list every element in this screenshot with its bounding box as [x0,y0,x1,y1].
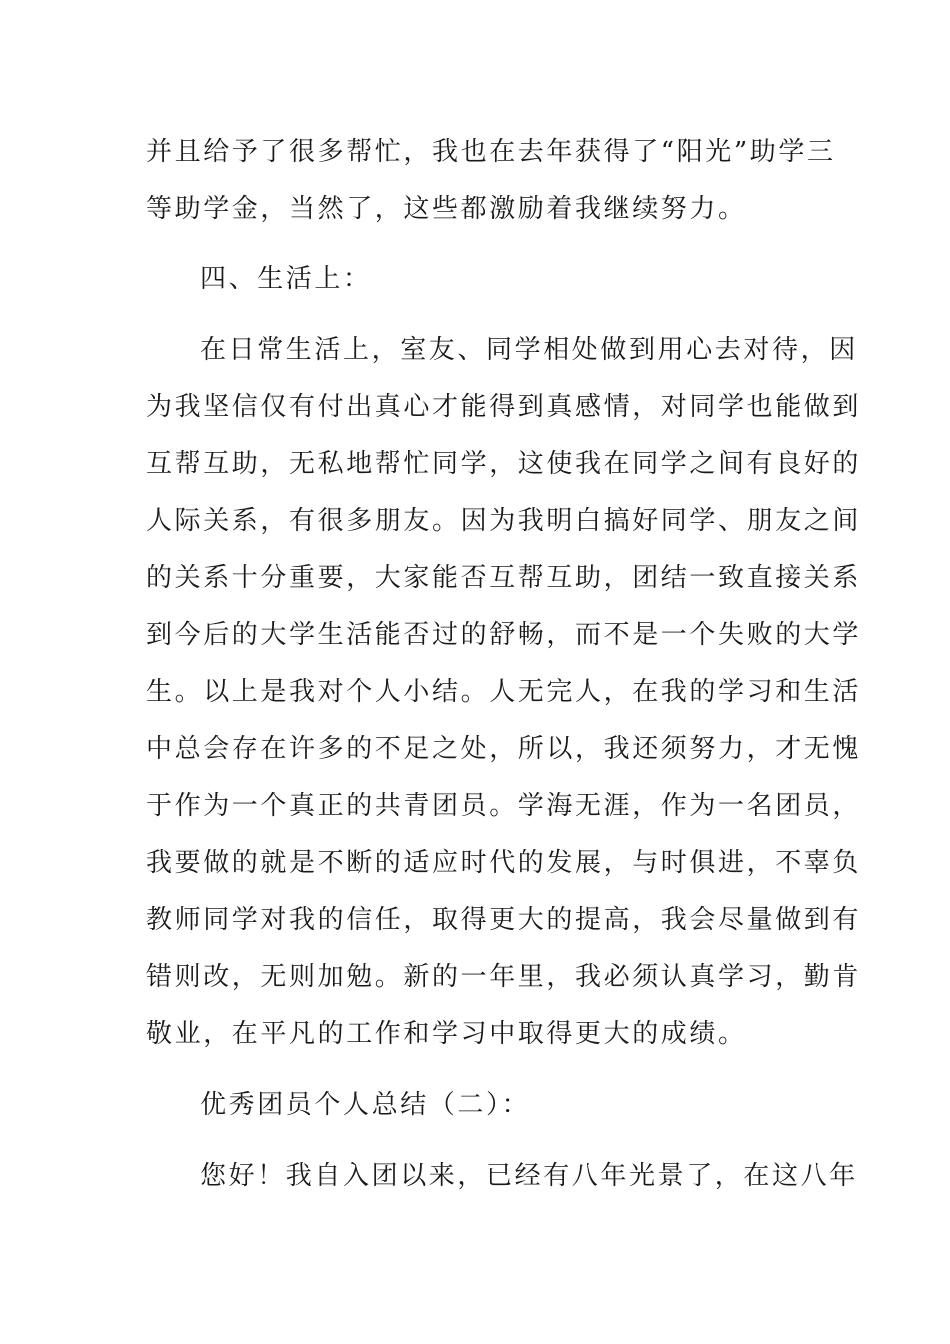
text-line-5: 为我坚信仅有付出真心才能得到真感情，对同学也能做到 [146,392,862,422]
text-line-18: 您好！我自入团以来，已经有八年光景了，在这八年 [200,1161,858,1191]
text-line-15: 错则改，无则加勉。新的一年里，我必须认真学习，勤肯 [146,962,862,992]
text-line-9: 到今后的大学生活能否过的舒畅，而不是一个失败的大学 [146,620,862,650]
text-line-14: 教师同学对我的信任，取得更大的提高，我会尽量做到有 [146,905,862,935]
text-line-11: 中总会存在许多的不足之处，所以，我还须努力，才无愧 [146,734,862,764]
text-line-10: 生。以上是我对个人小结。人无完人，在我的学习和生活 [146,677,862,707]
text-line-6: 互帮互助，无私地帮忙同学，这使我在同学之间有良好的 [146,449,862,479]
section-heading-summary-two: 优秀团员个人总结（二）： [200,1090,531,1120]
text-line-8: 的关系十分重要，大家能否互帮互助，团结一致直接关系 [146,563,862,593]
text-line-16: 敬业，在平凡的工作和学习中取得更大的成绩。 [146,1019,747,1049]
text-line-4: 在日常生活上，室友、同学相处做到用心去对待，因 [200,335,858,365]
text-line-13: 我要做的就是不断的适应时代的发展，与时俱进，不辜负 [146,848,862,878]
text-line-2: 等助学金，当然了，这些都激励着我继续努力。 [146,194,747,224]
section-heading-life: 四、生活上： [200,264,372,294]
text-line-1: 并且给予了很多帮忙，我也在去年获得了“阳光”助学三 [146,137,836,167]
text-line-7: 人际关系，有很多朋友。因为我明白搞好同学、朋友之间 [146,506,862,536]
text-line-12: 于作为一个真正的共青团员。学海无涯，作为一名团员， [146,791,862,821]
